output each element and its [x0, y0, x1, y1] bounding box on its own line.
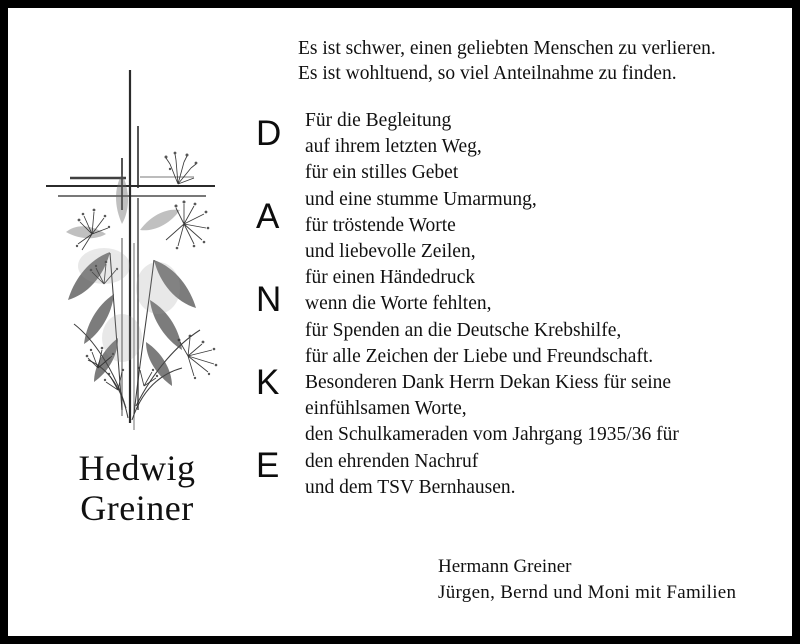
body-line: für Spenden an die Deutsche Krebshilfe,	[305, 319, 622, 341]
acrostic-letter-d: D	[256, 114, 282, 153]
body-line: Besonderen Dank Herrn Dekan Kiess für seine	[305, 372, 672, 394]
body-line: für ein stilles Gebet	[305, 162, 459, 184]
body-line: für tröstende Worte	[305, 214, 456, 236]
acrostic-letter-e: E	[256, 446, 280, 485]
body-line: und eine stumme Umarmung,	[305, 188, 537, 210]
card-inner-area	[8, 8, 792, 636]
epigraph-line-2: Es ist wohltuend, so viel Anteilnahme zu finden.	[298, 63, 677, 84]
acrostic-letter-n: N	[256, 280, 282, 319]
deceased-first-name: Hedwig	[78, 448, 196, 488]
signature-line-2: Jürgen, Bernd und Moni mit Familien	[438, 581, 737, 603]
thank-you-body	[305, 108, 795, 501]
epigraph-line-1: Es ist schwer, einen geliebten Menschen zu verlieren.	[298, 38, 716, 59]
body-line: und dem TSV Bernhausen.	[305, 476, 516, 498]
body-line: den ehrenden Nachruf	[305, 450, 479, 472]
acrostic-danke-section	[256, 108, 796, 498]
body-line: für alle Zeichen der Liebe und Freundschaft.	[305, 345, 654, 367]
epigraph	[298, 36, 798, 86]
body-line: wenn die Worte fehlten,	[305, 293, 492, 315]
body-line: Für die Begleitung	[305, 110, 452, 131]
acrostic-letter-k: K	[256, 363, 280, 402]
body-line: für einen Händedruck	[305, 267, 476, 289]
acrostic-letter-column	[256, 108, 298, 498]
body-line: einfühlsamen Worte,	[305, 398, 467, 420]
deceased-last-name: Greiner	[80, 488, 194, 529]
body-line: auf ihrem letzten Weg,	[305, 136, 482, 158]
signature-block	[438, 554, 788, 605]
cross-with-wildflowers-illustration	[18, 38, 253, 438]
signature-line-1: Hermann Greiner	[438, 556, 572, 577]
body-line: und liebevolle Zeilen,	[305, 241, 476, 263]
acrostic-letter-a: A	[256, 197, 280, 236]
deceased-name	[12, 448, 262, 529]
body-line: den Schulkameraden vom Jahrgang 1935/36 für	[305, 424, 679, 446]
cross-with-wildflowers-icon	[18, 38, 253, 438]
